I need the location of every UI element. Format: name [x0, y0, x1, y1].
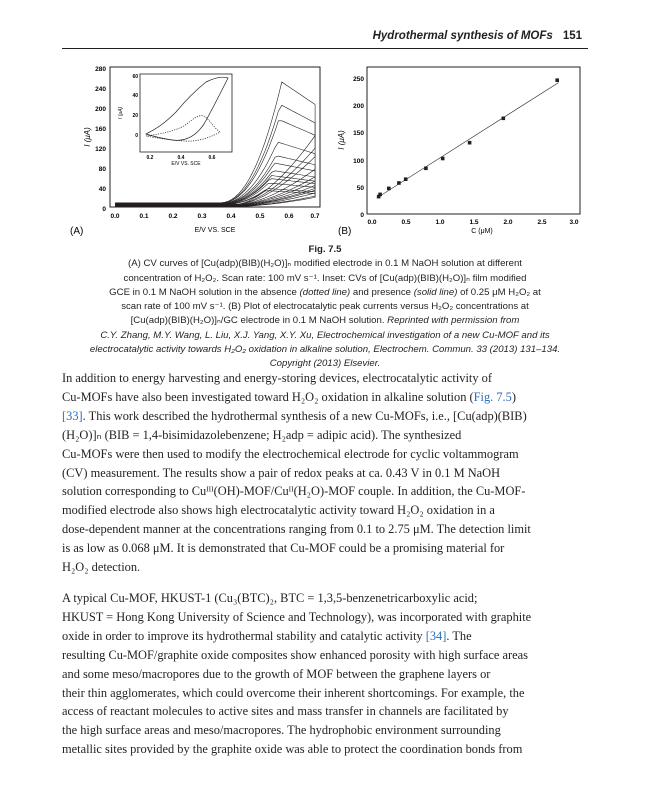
inset-xtick: 0.4: [177, 155, 185, 161]
text-span: . This work described the hydrothermal synthesis of a new Cu-MOFs, i.e., [Cu(adp)(BIB): [82, 408, 527, 423]
text-line: modified electrode also shows high electrocatalytic activity toward H₂O₂ oxidation in a: [62, 503, 495, 518]
panel-a-ytick: 80: [98, 166, 106, 173]
caption-text: of 0.25 μM H₂O₂ at: [457, 286, 541, 298]
inset-ytick: 40: [132, 93, 138, 99]
data-point: [424, 167, 428, 171]
figure-caption: [62, 243, 588, 372]
text-line: is as low as 0.068 μM. It is demonstrated that Cu-MOF could be a promising material for: [62, 541, 505, 556]
data-point: [555, 78, 559, 82]
caption-line: [62, 314, 588, 328]
caption-text: and presence: [350, 286, 414, 298]
caption-copyright: Copyright (2013) Elsevier.: [269, 358, 381, 370]
panel-a-yticks: [95, 66, 106, 213]
caption-citation: C.Y. Zhang, M.Y. Wang, L. Liu, X.J. Yang, X.Y. Xu, Electrochemical investigation of a new Cu-MOF and its: [100, 329, 550, 341]
panel-a-ylabel: I (μA): [83, 127, 92, 147]
inset-ytick: 60: [132, 74, 138, 80]
panel-b-xtick: 1.0: [435, 219, 445, 226]
panel-b-ytick: 100: [353, 158, 364, 165]
panel-a-xlabel: E/V VS. SCE: [194, 227, 236, 234]
text-line: (H₂O)]ₙ (BIB = 1,4-bisimidazolebenzene; H₂adp = adipic acid). The synthesized: [62, 427, 462, 442]
text-line: resulting Cu-MOF/graphite oxide composites show enhanced porosity with high surface areas: [62, 647, 528, 662]
inset-ylabel: I (μA): [118, 106, 124, 120]
reference-link-33[interactable]: [33]: [62, 408, 83, 423]
caption-line: scan rate of 100 mV s⁻¹. (B) Plot of electrocatalytic peak currents versus H₂O₂ concentrations at: [121, 301, 529, 313]
inset-ytick: 20: [132, 113, 138, 119]
panel-b-ylabel: I (μA): [337, 130, 346, 150]
text-line: [62, 388, 588, 407]
text-line: the high surface areas and meso/macropores. The hydrophobic environment surrounding: [62, 723, 501, 738]
caption-text: [Cu(adp)(BIB)(H₂O)]ₙ/GC electrode in 0.1 M NaOH solution.: [130, 315, 388, 327]
panel-a-ytick: 200: [95, 106, 106, 113]
text-line: solution corresponding to Cuᴵᴵᴵ(OH)-MOF/Cuᴵᴵ(H₂O)-MOF couple. In addition, the Cu-MOF-: [62, 484, 526, 499]
panel-b-xtick: 3.0: [569, 219, 579, 226]
page-number: 151: [562, 30, 582, 42]
text-line: (CV) measurement. The results show a pair of redox peaks at ca. 0.43 V in 0.1 M NaOH: [62, 465, 501, 480]
panel-a-xtick: 0.0: [110, 213, 120, 220]
caption-line: (A) CV curves of [Cu(adp)(BIB)(H₂O)]ₙ modified electrode in 0.1 M NaOH solution at different: [128, 258, 522, 270]
panel-a-ytick: 240: [95, 86, 106, 93]
text-line: metallic sites provided by the graphite oxide was able to protect the coordination bonds from: [62, 742, 523, 757]
panel-b-ytick: 50: [356, 185, 364, 192]
panel-b-yticks: [353, 76, 364, 219]
panel-b-xtick: 2.5: [537, 219, 547, 226]
text-line: HKUST = Hong Kong University of Science and Technology), was incorporated with graphite: [62, 609, 532, 624]
text-line: H₂O₂ detection.: [62, 560, 141, 575]
panel-a-xtick: 0.4: [226, 213, 236, 220]
panel-b: [337, 67, 580, 237]
panel-b-xtick: 1.5: [469, 219, 479, 226]
text-line: dose-dependent manner at the concentrations ranging from 0.1 to 2.75 μM. The detection limit: [62, 522, 531, 537]
text-line: their thin agglomerates, which could overcome their inherent shortcomings. For example, the: [62, 685, 525, 700]
panel-a-ytick: 0: [102, 206, 106, 213]
scatter-group: [377, 78, 559, 198]
panel-b-xlabel: C (μM): [471, 228, 493, 235]
panel-b-label: (B): [338, 226, 352, 237]
data-point: [378, 193, 382, 197]
inset-ytick: 0: [135, 133, 138, 139]
panel-b-xtick: 2.0: [503, 219, 513, 226]
panel-a-xtick: 0.2: [168, 213, 178, 220]
caption-text: GCE in 0.1 M NaOH solution in the absence: [109, 286, 300, 298]
inset-xtick: 0.2: [146, 155, 154, 161]
inset-xtick: 0.6: [208, 155, 216, 161]
inset-xlabel: E/V VS. SCE: [171, 161, 201, 167]
panel-a-xticks: [110, 213, 319, 220]
panel-b-xtick: 0.5: [401, 219, 411, 226]
caption-permission: Reprinted with permission from: [387, 315, 520, 327]
caption-line: concentration of H₂O₂. Scan rate: 100 mV s⁻¹. Inset: CVs of [Cu(adp)(BIB)(H₂O)]ₙ film modified: [123, 272, 527, 284]
text-line: In addition to energy harvesting and energy-storing devices, electrocatalytic activity of: [62, 371, 492, 385]
reference-link-34[interactable]: [34]: [425, 628, 447, 643]
text-span: oxide in order to improve its hydrothermal stability and catalytic activity: [62, 628, 426, 643]
paragraph-1: [62, 369, 588, 577]
panel-b-xticks: [367, 219, 578, 226]
text-line: and some meso/macropores due to the growth of MOF between the graphene layers or: [62, 666, 491, 681]
panel-b-ytick: 0: [360, 212, 364, 219]
text-line: [62, 407, 588, 426]
panel-a-xtick: 0.7: [310, 213, 320, 220]
panel-a-ytick: 280: [95, 66, 106, 73]
panel-a-ytick: 40: [98, 186, 106, 193]
panel-b-ytick: 200: [353, 103, 364, 110]
data-point: [397, 181, 401, 185]
panel-b-ytick: 250: [353, 76, 364, 83]
panel-a-xtick: 0.3: [197, 213, 207, 220]
running-title-text: Hydrothermal synthesis of MOFs: [372, 30, 553, 42]
data-point: [502, 117, 506, 121]
panel-a-label: (A): [70, 226, 84, 237]
data-point: [468, 141, 472, 145]
figure-link[interactable]: Fig. 7.5: [473, 389, 512, 404]
panel-a-ytick: 160: [95, 126, 106, 133]
paragraph-2: [62, 589, 588, 759]
panel-a-ytick: 120: [95, 146, 106, 153]
panel-b-ytick: 150: [353, 130, 364, 137]
caption-dotted-note: (dotted line): [299, 286, 351, 298]
panel-b-xtick: 0.0: [367, 219, 377, 226]
text-line: Cu-MOFs were then used to modify the electrochemical electrode for cyclic voltammogram: [62, 446, 519, 461]
data-point: [441, 157, 445, 161]
data-point: [387, 187, 391, 191]
text-span: Cu-MOFs have also been investigated toward H₂O₂ oxidation in alkaline solution (: [62, 389, 474, 404]
text-line: access of reactant molecules to active sites and mass transfer in channels are facilitated by: [62, 704, 509, 719]
inset-frame: [140, 74, 232, 152]
caption-solid-note: (solid line): [413, 286, 458, 298]
panel-a-inset: [118, 74, 232, 167]
text-line: A typical Cu-MOF, HKUST-1 (Cu₃(BTC)₂, BTC = 1,3,5-benzenetricarboxylic acid;: [62, 591, 478, 605]
caption-citation: electrocatalytic activity towards H₂O₂ oxidation in alkaline solution, Electrochem. Commun. 33 (2013) 131–134.: [89, 344, 561, 356]
data-point: [404, 177, 408, 181]
panel-a-xtick: 0.5: [255, 213, 265, 220]
text-span: . The: [446, 628, 472, 643]
caption-line: [62, 286, 588, 300]
panel-a-xtick: 0.1: [139, 213, 149, 220]
text-line: [62, 627, 588, 646]
figure-label: Fig. 7.5: [308, 244, 342, 255]
panel-a-xtick: 0.6: [284, 213, 294, 220]
panel-a: [70, 66, 320, 237]
text-span: ): [511, 389, 516, 404]
